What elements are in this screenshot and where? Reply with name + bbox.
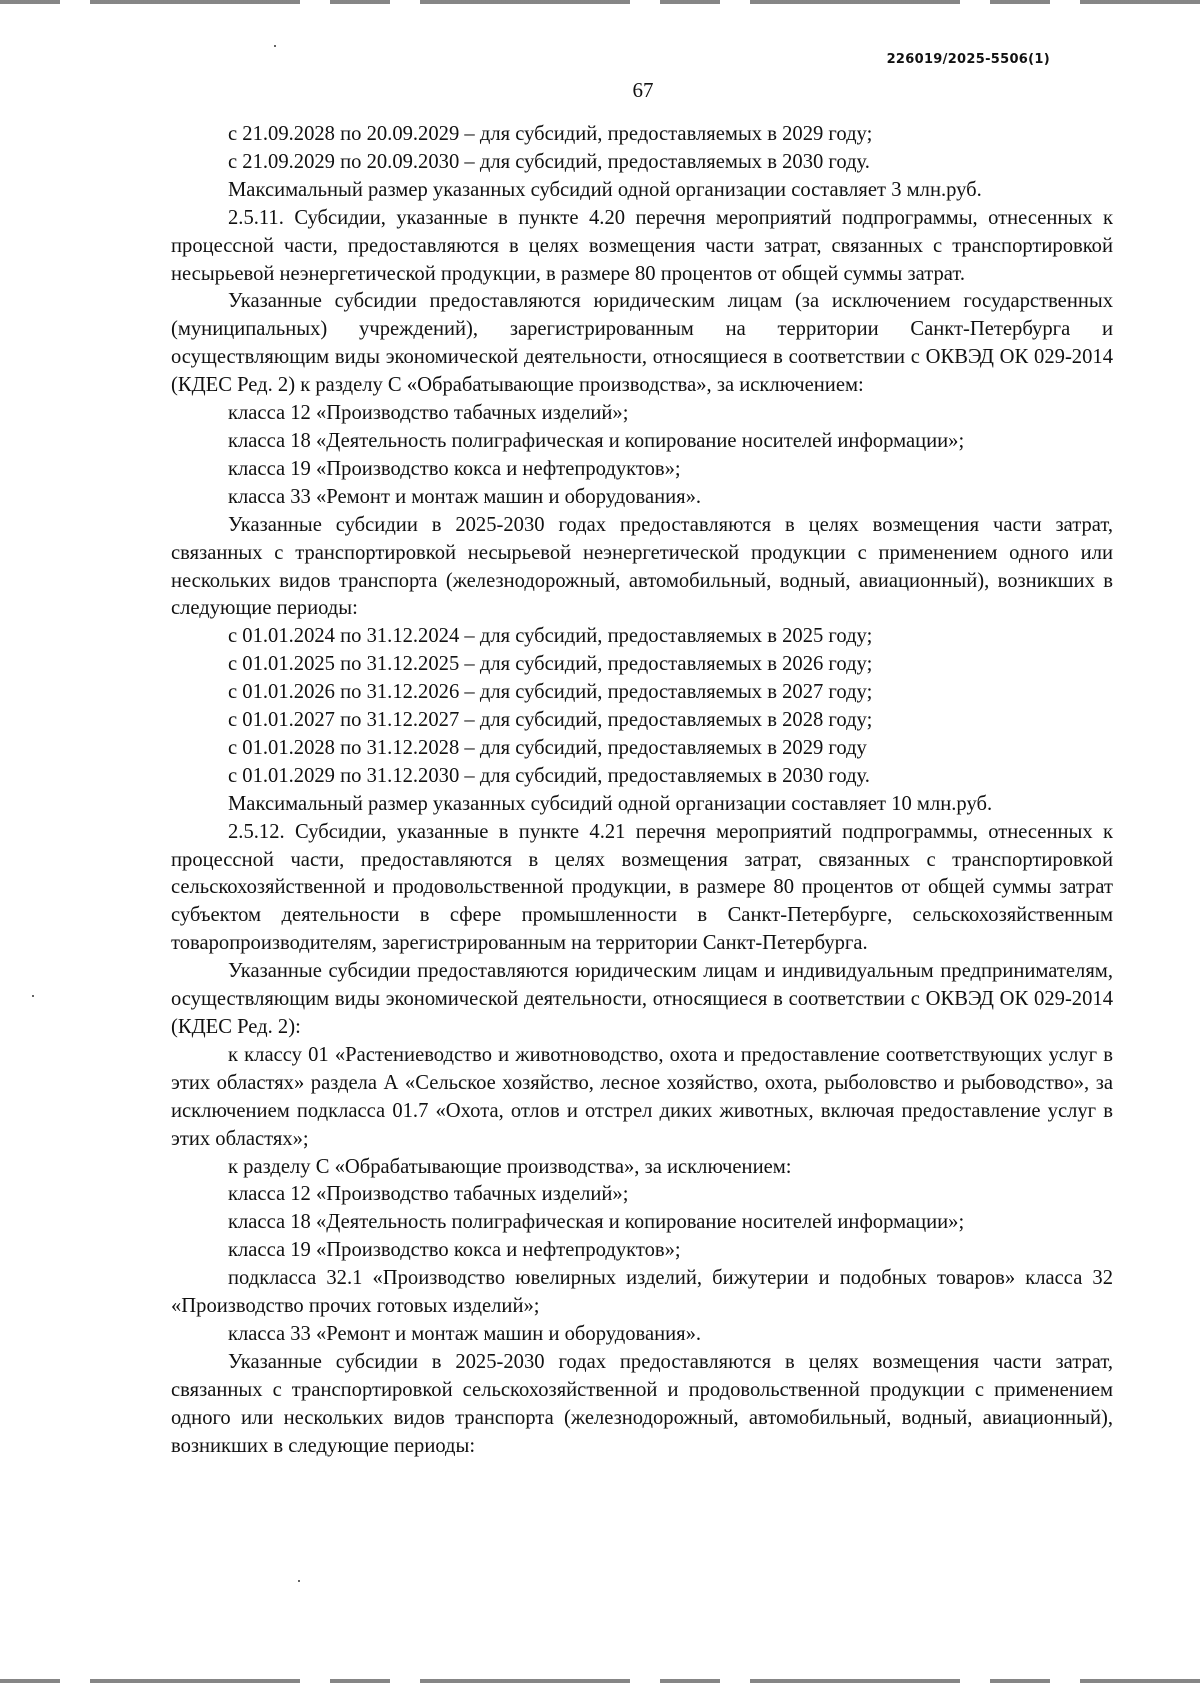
document-body: [171, 121, 1113, 1461]
paragraph: с 01.01.2027 по 31.12.2027 – для субсидий, предоставляемых в 2028 году;: [228, 709, 873, 732]
paragraph: класса 19 «Производство кокса и нефтепродуктов»;: [228, 457, 681, 480]
scan-speck: [274, 45, 276, 47]
paragraph: к классу 01 «Растениеводство и животноводство, охота и предоставление соответствующих услуг в этих областях» раздела А «Сельское хозяйство, лесное хозяйство, охота, рыболовство и рыбоводство», за исключением подкласса 01.7 «Охота, отлов и отстрел диких животных, включая предоставление услуг в этих областях»;: [171, 1043, 1113, 1150]
paragraph: Указанные субсидии предоставляются юридическим лицам (за исключением государственных (муниципальных) учреждений), зарегистрированным на территории Санкт-Петербурга и осуществляющим виды экономической деятельности, относящиеся в соответствии с ОКВЭД ОК 029-2014 (КДЕС Ред. 2) к разделу С «Обрабатывающие производства», за исключением:: [171, 290, 1113, 397]
scan-edge-bottom: [0, 1679, 1200, 1683]
paragraph: класса 12 «Производство табачных изделий»;: [228, 402, 629, 425]
paragraph: 2.5.11. Субсидии, указанные в пункте 4.20 перечня мероприятий подпрограммы, отнесенных к процессной части, предоставляются в целях возмещения части затрат, связанных с транспортировкой несырьевой неэнергетической продукции, в размере 80 процентов от общей суммы затрат.: [171, 206, 1113, 285]
paragraph: с 01.01.2026 по 31.12.2026 – для субсидий, предоставляемых в 2027 году;: [228, 681, 873, 704]
paragraph: класса 18 «Деятельность полиграфическая и копирование носителей информации»;: [228, 1211, 965, 1234]
paragraph: с 01.01.2024 по 31.12.2024 – для субсидий, предоставляемых в 2025 году;: [228, 625, 873, 648]
paragraph: Максимальный размер указанных субсидий одной организации составляет 10 млн.руб.: [228, 792, 993, 815]
document-id: 226019/2025-5506(1): [886, 52, 1050, 67]
paragraph: класса 18 «Деятельность полиграфическая и копирование носителей информации»;: [228, 429, 965, 452]
paragraph: 2.5.12. Субсидии, указанные в пункте 4.21 перечня мероприятий подпрограммы, отнесенных к процессной части, предоставляются в целях возмещения затрат, связанных с транспортировкой сельскохозяйственной и продовольственной продукции, в размере 80 процентов от общей суммы затрат субъектом деятельности в сфере промышленности в Санкт-Петербурге, сельскохозяйственным товаропроизводителям, зарегистрированным на территории Санкт-Петербурга.: [171, 820, 1113, 955]
paragraph: к разделу С «Обрабатывающие производства», за исключением:: [228, 1155, 792, 1178]
paragraph: с 01.01.2029 по 31.12.2030 – для субсидий, предоставляемых в 2030 году.: [228, 764, 870, 787]
scan-speck: [32, 995, 34, 997]
paragraph: с 01.01.2028 по 31.12.2028 – для субсидий, предоставляемых в 2029 году: [228, 736, 867, 759]
paragraph: класса 19 «Производство кокса и нефтепродуктов»;: [228, 1239, 681, 1262]
scan-speck: [298, 1580, 300, 1582]
paragraph: Указанные субсидии в 2025-2030 годах предоставляются в целях возмещения части затрат, связанных с транспортировкой несырьевой неэнергетической продукции с применением одного или нескольких видов транспорта (железнодорожный, автомобильный, водный, авиационный), возникших в следующие периоды:: [171, 513, 1113, 620]
page-number: 67: [632, 78, 654, 102]
scan-edge-top: [0, 0, 1200, 4]
paragraph: с 01.01.2025 по 31.12.2025 – для субсидий, предоставляемых в 2026 году;: [228, 653, 873, 676]
paragraph: класса 12 «Производство табачных изделий»;: [228, 1183, 629, 1206]
paragraph: с 21.09.2028 по 20.09.2029 – для субсидий, предоставляемых в 2029 году;: [228, 123, 873, 145]
paragraph: класса 33 «Ремонт и монтаж машин и оборудования».: [228, 485, 702, 508]
paragraph: Указанные субсидии в 2025-2030 годах предоставляются в целях возмещения части затрат, связанных с транспортировкой сельскохозяйственной и продовольственной продукции с применением одного или нескольких видов транспорта (железнодорожный, автомобильный, водный, авиационный), возникших в следующие периоды:: [171, 1350, 1113, 1457]
paragraph: подкласса 32.1 «Производство ювелирных изделий, бижутерии и подобных товаров» класса 32 «Производство прочих готовых изделий»;: [171, 1267, 1113, 1318]
paragraph: Указанные субсидии предоставляются юридическим лицам и индивидуальным предпринимателям, осуществляющим виды экономической деятельности, относящиеся в соответствии с ОКВЭД ОК 029-2014 (КДЕС Ред. 2):: [171, 960, 1113, 1038]
paragraph: Максимальный размер указанных субсидий одной организации составляет 3 млн.руб.: [228, 178, 982, 201]
paragraph: с 21.09.2029 по 20.09.2030 – для субсидий, предоставляемых в 2030 году.: [228, 150, 870, 173]
paragraph: класса 33 «Ремонт и монтаж машин и оборудования».: [228, 1322, 702, 1345]
